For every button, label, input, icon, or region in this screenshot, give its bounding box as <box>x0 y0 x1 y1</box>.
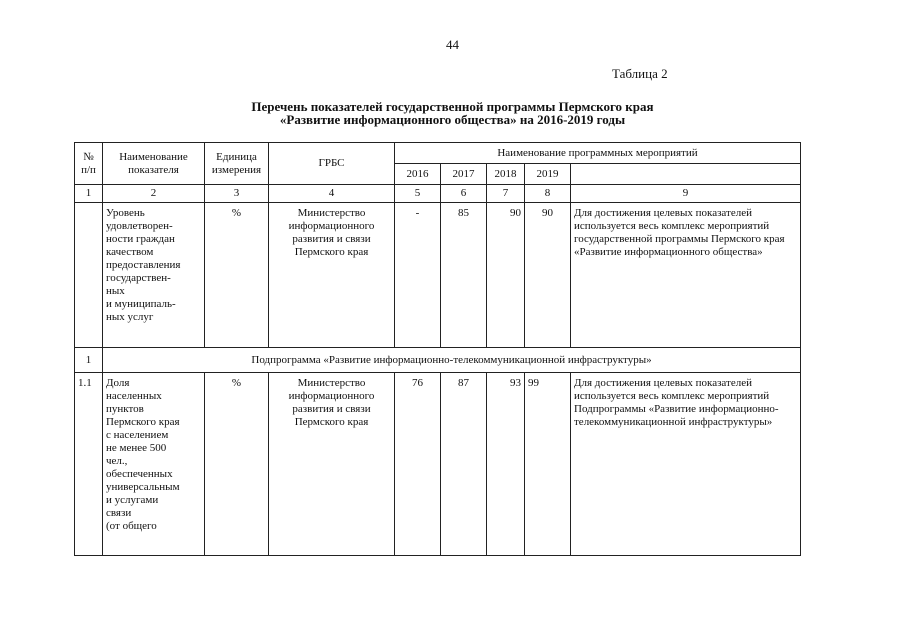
column-numbers-row <box>75 185 801 203</box>
header-num: № п/п <box>75 143 103 185</box>
page-number: 44 <box>446 37 459 52</box>
column-number: 8 <box>525 185 571 203</box>
table-label: Таблица 2 <box>612 66 668 81</box>
column-number: 2 <box>103 185 205 203</box>
header-year: 2017 <box>441 164 487 185</box>
subprogram-num: 1 <box>75 348 103 373</box>
row-value-2016: - <box>395 203 441 348</box>
column-number: 5 <box>395 185 441 203</box>
row-indicator-name: Доля населенных пунктов Пермского края с населением не менее 500 чел., обеспеченных универсальным и услугами связи (от общего <box>103 373 205 556</box>
header-program-measures: Наименование программных мероприятий <box>395 143 801 164</box>
subprogram-title: Подпрограмма «Развитие информационно-телекоммуникационной инфраструктуры» <box>103 348 801 373</box>
header-year: 2018 <box>487 164 525 185</box>
column-number: 4 <box>269 185 395 203</box>
row-value-2019: 90 <box>525 203 571 348</box>
row-value-2019: 99 <box>525 373 571 556</box>
row-unit: % <box>205 373 269 556</box>
row-value-2018: 90 <box>487 203 525 348</box>
document-title-line-1: Перечень показателей государственной программы Пермского края <box>251 99 654 114</box>
row-indicator-name: Уровень удовлетворен- ности граждан качеством предоставления государствен- ных и муниципаль- ных услуг <box>103 203 205 348</box>
row-num: 1.1 <box>75 373 103 556</box>
header-unit: Единица измерения <box>205 143 269 185</box>
table-header-row <box>75 143 801 164</box>
row-value-2017: 85 <box>441 203 487 348</box>
column-number: 3 <box>205 185 269 203</box>
column-number: 1 <box>75 185 103 203</box>
header-empty-cell <box>571 164 801 185</box>
indicators-table <box>74 142 801 556</box>
table-row <box>75 373 801 556</box>
column-number: 6 <box>441 185 487 203</box>
header-year: 2019 <box>525 164 571 185</box>
column-number: 9 <box>571 185 801 203</box>
header-indicator-name: Наименование показателя <box>103 143 205 185</box>
row-value-2018: 93 <box>487 373 525 556</box>
row-grbs: Министерство информационного развития и связи Пермского края <box>269 203 395 348</box>
header-grbs: ГРБС <box>269 143 395 185</box>
document-title-line-2: «Развитие информационного общества» на 2016-2019 годы <box>279 112 626 127</box>
row-value-2017: 87 <box>441 373 487 556</box>
row-num <box>75 203 103 348</box>
table-row <box>75 203 801 348</box>
row-unit: % <box>205 203 269 348</box>
document-title <box>0 100 905 126</box>
row-value-2016: 76 <box>395 373 441 556</box>
header-year: 2016 <box>395 164 441 185</box>
row-grbs: Министерство информационного развития и связи Пермского края <box>269 373 395 556</box>
subprogram-row <box>75 348 801 373</box>
column-number: 7 <box>487 185 525 203</box>
row-note: Для достижения целевых показателей используется весь комплекс мероприятий Подпрограммы «Развитие информационно-телекоммуникационной инфраструктуры» <box>571 373 801 556</box>
row-note: Для достижения целевых показателей используется весь комплекс мероприятий государственной программы Пермского края «Развитие информационного общества» <box>571 203 801 348</box>
